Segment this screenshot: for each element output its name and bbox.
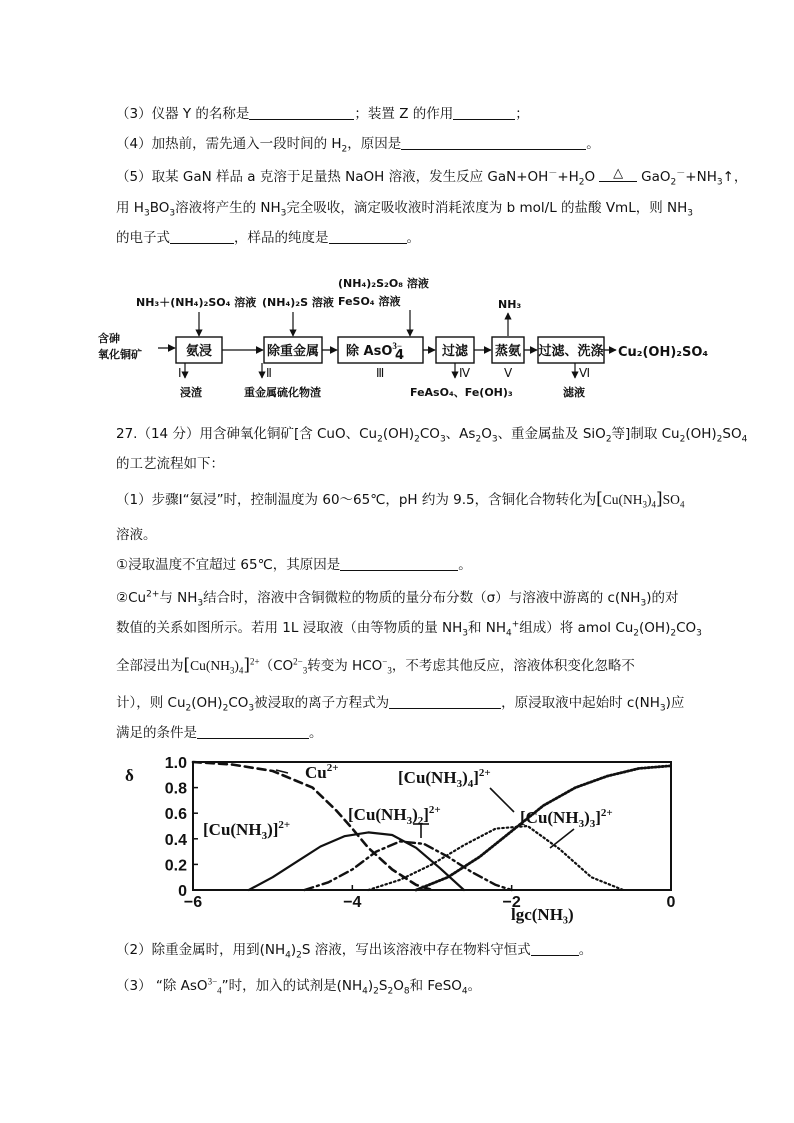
label-cu-nh3-2: $[Cu(NH_3)_2]^{2+}$ (348, 804, 441, 827)
p1-sub2-line2: 数值的关系如图所示。若用 1L 浸取液（由等物质的量 $NH_3$和 $NH_4^+$组成）将 amol $Cu_2(OH)_2CO_3$ (116, 619, 702, 639)
q27-line2: 的工艺流程如下： (116, 456, 224, 472)
step-4-label: 过滤 (441, 344, 469, 359)
x-axis-label: lgc(NH₃) (511, 905, 574, 924)
series-line-1 (249, 832, 464, 890)
y-tick-label: 0 (178, 883, 187, 900)
label-cu2plus: $Cu^{2+}$ (305, 762, 339, 782)
heat-arrow: △ (595, 168, 641, 187)
p1-line2: 溶液。 (116, 527, 157, 543)
q4-line: （4）加热前，需先通入一段时间的 $H_2$，原因是 。 (116, 136, 600, 155)
x-tick-label: 0 (666, 894, 676, 911)
reagent-3-line1: (NH₄)₂S₂O₈ 溶液 (338, 277, 429, 290)
output-4: FeAsO₄、Fe(OH)₃ (410, 386, 513, 399)
label-cu-nh3: $[Cu(NH_3)]^{2+}$ (203, 819, 291, 842)
y-tick-label: 0.2 (164, 857, 187, 875)
output-1: 浸渣 (180, 386, 202, 399)
product-label: Cu₂(OH)₂SO₄ (618, 345, 709, 360)
y-tick-label: 0.4 (164, 831, 187, 849)
q5-line1: （5）取某 GaN 样品 a 克溶于足量热 NaOH 溶液，发生反应 $GaN+OH^-+H_2O$ △ $GaO_2^-+NH_3↑$， (116, 166, 748, 188)
p1-sub2-line3: 全部浸出为$[Cu(NH_3)_4]^{2+}(CO^{2-}_3$转变为 $HCO^-_3$，不考虑其他反应，溶液体积变化忽略不 (116, 655, 635, 676)
x-tick-label: −2 (502, 894, 521, 911)
q3b-line: （3） “除 AsO$^{3-}_4$”时，加入的试剂是$(NH_4)_2S_2O_8$和 FeSO$_4$。 (116, 976, 482, 997)
step-number-2: Ⅱ (266, 366, 272, 380)
p1-sub1: ①浸取温度不宜超过 65℃，其原因是 。 (116, 557, 472, 573)
step-6-label: 过滤、洗涤 (538, 344, 604, 359)
series-line-2 (305, 841, 512, 890)
p1-sub2-line5: 满足的条件是 。 (116, 725, 323, 741)
q3-line: （3）仪器 Y 的名称是 ；装置 Z 的作用 ； (116, 106, 529, 122)
step-number-1: Ⅰ (178, 366, 182, 380)
step-5-label: 蒸氨 (494, 344, 522, 359)
step-number-3: Ⅲ (376, 366, 385, 380)
q5-line2: 用 $H_3BO_3$溶液将产生的 $NH_3$完全吸收，滴定吸收液时消耗浓度为 b mol/L 的盐酸 VmL，则 $NH_3$ (116, 200, 694, 219)
x-tick-label: −6 (183, 894, 203, 911)
reagent-2: (NH₄)₂S 溶液 (262, 296, 334, 309)
ore-label-line2: 氧化铜矿 (98, 348, 142, 361)
output-6: 滤液 (563, 386, 585, 399)
chart-labels-group (203, 762, 613, 848)
label-cu-nh3-4: $[Cu(NH_3)_4]^{2+}$ (398, 767, 491, 790)
p1-line1: （1）步骤Ⅰ“氨浸”时，控制温度为 60～65℃，pH 约为 9.5，含铜化合物转化为$[Cu(NH_3)_4]SO_4$ (116, 489, 685, 510)
y-tick-label: 0.6 (164, 806, 187, 824)
step-2-label: 除重金属 (266, 344, 320, 359)
y-axis-label: δ (125, 766, 134, 785)
leader-cu-nh3-4 (490, 788, 514, 812)
ore-label-line1: 含砷 (98, 332, 120, 345)
q27-line1: 27.（14 分）用含砷氧化铜矿[含 CuO、$Cu_2(OH)_2CO_3$、$As_2O_3$、重金属盐及 SiO$_2$等]制取 $Cu_2(OH)_2SO_4$ (116, 426, 748, 445)
series-line-3 (368, 826, 623, 890)
step-1-label: 氨浸 (185, 344, 213, 359)
output-2: 重金属硫化物渣 (244, 386, 321, 399)
label-cu-nh3-3: $[Cu(NH_3)_3]^{2+}$ (520, 807, 613, 830)
leader-cu-nh3-3 (550, 829, 574, 848)
y-tick-label: 1.0 (164, 755, 187, 772)
reagent-3-line2: FeSO₄ 溶液 (338, 295, 401, 308)
p1-sub2-line4: 计），则 $Cu_2(OH)_2CO_3$被浸取的离子方程式为 ，原浸取液中起始时 $c(NH_3)$应 (116, 695, 685, 714)
y-tick-label: 0.8 (164, 780, 187, 798)
step-3-subscript: 4 (395, 348, 405, 363)
step-number-5: Ⅴ (504, 366, 513, 380)
nh3-output: NH₃ (498, 298, 522, 311)
q5-line3: 的电子式 ，样品的纯度是 。 (116, 230, 420, 246)
p1-sub2-line1: $②Cu^{2+}$与 $NH_3$结合时，溶液中含铜微粒的物质的量分布分数（σ）与溶液中游离的 $c(NH_3)$的对 (116, 589, 679, 609)
step-3-label: 除 AsO$^{3-}$ (346, 341, 403, 359)
step-number-4: Ⅳ (459, 366, 471, 380)
q2-line: （2）除重金属时，用到$(NH_4)_2S$ 溶液，写出该溶液中存在物料守恒式 。 (116, 942, 593, 961)
step-number-6: Ⅵ (579, 366, 591, 380)
reagent-1: NH₃＋(NH₄)₂SO₄ 溶液 (136, 296, 257, 309)
x-tick-label: −4 (343, 894, 362, 911)
answer-blank[interactable] (531, 941, 579, 956)
